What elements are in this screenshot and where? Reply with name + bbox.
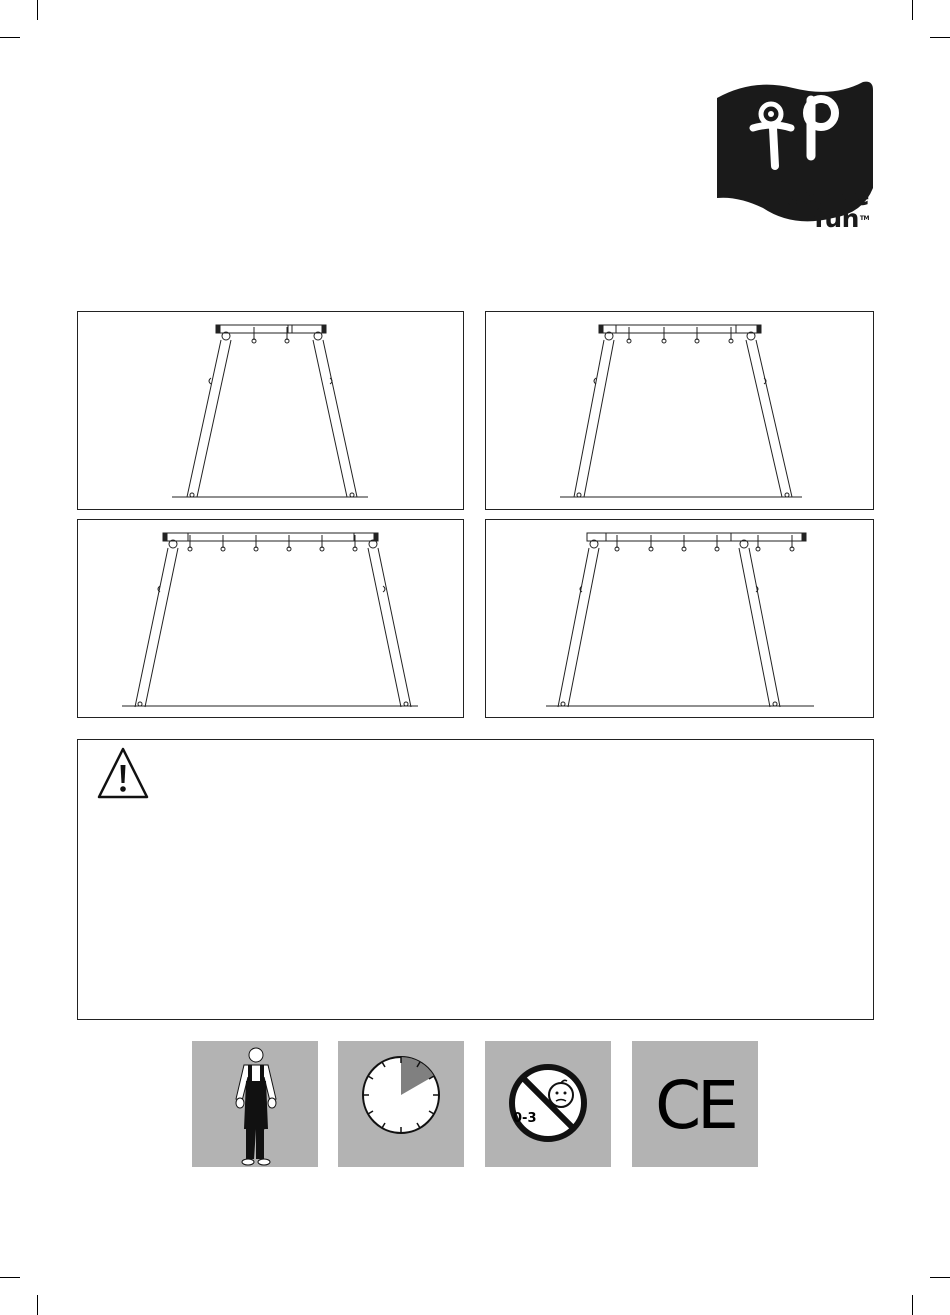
single-swing-frame-illustration	[78, 312, 465, 511]
crop-mark	[37, 0, 38, 20]
double-swing-frame-panel	[485, 311, 874, 510]
triple-swing-frame-illustration	[78, 520, 465, 719]
adult-assembly-icon	[192, 1041, 318, 1167]
crop-mark	[930, 37, 950, 38]
trademark-mark: TM	[859, 215, 869, 222]
active-fun-logo	[713, 78, 875, 236]
age-range-label: 0-3	[513, 1111, 537, 1126]
warning-box	[77, 739, 874, 1020]
crop-mark	[37, 1295, 38, 1315]
crop-mark	[0, 37, 20, 38]
crop-mark	[930, 1277, 950, 1278]
assembly-time-tile	[338, 1041, 464, 1167]
double-swing-frame-illustration	[486, 312, 875, 511]
crop-mark	[912, 1295, 913, 1315]
ce-mark-tile	[632, 1041, 758, 1167]
triple-swing-frame-panel	[77, 519, 464, 718]
extended-swing-frame-illustration	[486, 520, 875, 719]
single-swing-frame-panel	[77, 311, 464, 510]
not-for-children-0-3-icon	[485, 1041, 611, 1167]
ce-mark-icon: CE	[655, 1067, 735, 1144]
assembly-time-clock-icon	[338, 1041, 464, 1167]
extended-swing-frame-panel	[485, 519, 874, 718]
warning-triangle-icon	[96, 745, 150, 801]
crop-mark	[912, 0, 913, 20]
age-warning-tile	[485, 1041, 611, 1167]
adult-assembly-tile	[192, 1041, 318, 1167]
crop-mark	[0, 1277, 20, 1278]
logo-text-active: active	[786, 182, 869, 211]
logo-text-fun: fun	[813, 204, 859, 233]
